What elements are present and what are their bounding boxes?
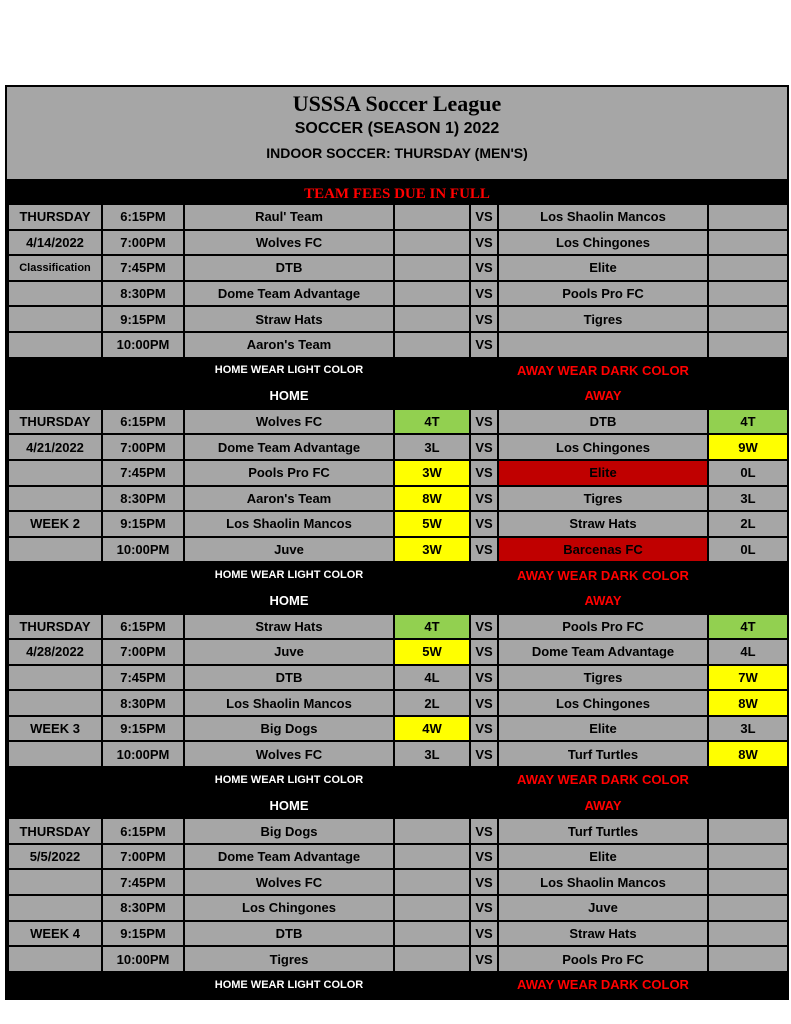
wear-band: [8, 562, 788, 588]
home-team: Dome Team Advantage: [184, 434, 394, 460]
game-time: 7:45PM: [102, 255, 184, 281]
band-spacer: [394, 588, 470, 614]
away-team: Tigres: [498, 665, 708, 691]
game-row: [8, 409, 788, 435]
away-score: [708, 844, 788, 870]
home-label: HOME: [184, 793, 394, 819]
game-time: 7:45PM: [102, 869, 184, 895]
league-header: [7, 87, 787, 181]
division-subtitle: INDOOR SOCCER: THURSDAY (MEN'S): [266, 145, 528, 161]
home-team: Juve: [184, 639, 394, 665]
home-team: Dome Team Advantage: [184, 844, 394, 870]
home-away-band: [8, 588, 788, 614]
home-score: 4L: [394, 665, 470, 691]
band-spacer: [8, 358, 102, 384]
band-spacer: [394, 383, 470, 409]
band-spacer: [394, 562, 470, 588]
vs-label: VS: [470, 716, 498, 742]
home-team: Los Chingones: [184, 895, 394, 921]
band-spacer: [470, 767, 498, 793]
home-team: Juve: [184, 537, 394, 563]
away-score: [708, 921, 788, 947]
home-score: 5W: [394, 511, 470, 537]
game-time: 6:15PM: [102, 818, 184, 844]
away-score: [708, 255, 788, 281]
home-team: Aaron's Team: [184, 486, 394, 512]
week-label: WEEK 3: [8, 716, 102, 742]
day-cell: [8, 306, 102, 332]
game-row: [8, 255, 788, 281]
game-time: 9:15PM: [102, 511, 184, 537]
away-team: Los Shaolin Mancos: [498, 204, 708, 230]
season-subtitle: SOCCER (SEASON 1) 2022: [294, 120, 500, 137]
day-cell: [8, 690, 102, 716]
home-score: [394, 230, 470, 256]
away-score: 8W: [708, 741, 788, 767]
away-wear-note: AWAY WEAR DARK COLOR: [498, 358, 708, 384]
home-team: Los Shaolin Mancos: [184, 690, 394, 716]
vs-label: VS: [470, 665, 498, 691]
band-spacer: [708, 358, 788, 384]
home-score: 3W: [394, 460, 470, 486]
home-score: [394, 844, 470, 870]
home-score: 5W: [394, 639, 470, 665]
game-time: 7:00PM: [102, 434, 184, 460]
home-score: [394, 204, 470, 230]
day-cell: [8, 332, 102, 358]
band-spacer: [394, 793, 470, 819]
band-spacer: [708, 972, 788, 998]
week-date: 5/5/2022: [8, 844, 102, 870]
home-score: 4W: [394, 716, 470, 742]
away-score: 3L: [708, 716, 788, 742]
away-team: Juve: [498, 895, 708, 921]
day-cell: [8, 486, 102, 512]
game-row: [8, 869, 788, 895]
game-row: [8, 716, 788, 742]
home-team: Straw Hats: [184, 306, 394, 332]
away-wear-note: AWAY WEAR DARK COLOR: [498, 972, 708, 998]
vs-label: VS: [470, 895, 498, 921]
away-score: [708, 332, 788, 358]
day-cell: [8, 460, 102, 486]
home-score: [394, 332, 470, 358]
game-row: [8, 946, 788, 972]
band-spacer: [708, 383, 788, 409]
band-spacer: [102, 588, 184, 614]
home-wear-note: HOME WEAR LIGHT COLOR: [184, 972, 394, 998]
game-row: [8, 665, 788, 691]
home-team: Tigres: [184, 946, 394, 972]
band-spacer: [394, 972, 470, 998]
home-label: HOME: [184, 383, 394, 409]
vs-label: VS: [470, 639, 498, 665]
week-day: THURSDAY: [8, 614, 102, 640]
away-team: DTB: [498, 409, 708, 435]
home-score: 3W: [394, 537, 470, 563]
away-score: [708, 230, 788, 256]
band-spacer: [470, 793, 498, 819]
game-row: [8, 537, 788, 563]
vs-label: VS: [470, 946, 498, 972]
away-team: Straw Hats: [498, 921, 708, 947]
away-score: [708, 869, 788, 895]
away-team: Tigres: [498, 306, 708, 332]
home-wear-note: HOME WEAR LIGHT COLOR: [184, 358, 394, 384]
away-label: AWAY: [498, 588, 708, 614]
game-time: 10:00PM: [102, 537, 184, 563]
home-team: Raul' Team: [184, 204, 394, 230]
away-team: Turf Turtles: [498, 741, 708, 767]
game-time: 7:00PM: [102, 230, 184, 256]
day-cell: [8, 665, 102, 691]
vs-label: VS: [470, 869, 498, 895]
band-spacer: [102, 358, 184, 384]
wear-band: [8, 358, 788, 384]
away-team: Elite: [498, 255, 708, 281]
vs-label: VS: [470, 741, 498, 767]
vs-label: VS: [470, 460, 498, 486]
vs-label: VS: [470, 281, 498, 307]
home-score: [394, 946, 470, 972]
away-score: 0L: [708, 460, 788, 486]
band-spacer: [470, 562, 498, 588]
home-score: [394, 255, 470, 281]
vs-label: VS: [470, 332, 498, 358]
home-score: [394, 921, 470, 947]
band-spacer: [394, 767, 470, 793]
away-team: Los Chingones: [498, 690, 708, 716]
away-team: Straw Hats: [498, 511, 708, 537]
away-team: Elite: [498, 460, 708, 486]
game-time: 9:15PM: [102, 921, 184, 947]
game-time: 9:15PM: [102, 716, 184, 742]
home-score: 4T: [394, 614, 470, 640]
band-spacer: [8, 972, 102, 998]
week-label: WEEK 2: [8, 511, 102, 537]
vs-label: VS: [470, 204, 498, 230]
home-score: [394, 281, 470, 307]
home-score: [394, 895, 470, 921]
day-cell: [8, 895, 102, 921]
away-wear-note: AWAY WEAR DARK COLOR: [498, 767, 708, 793]
game-row: [8, 434, 788, 460]
away-team: Elite: [498, 716, 708, 742]
away-score: 0L: [708, 537, 788, 563]
game-time: 8:30PM: [102, 281, 184, 307]
away-team: Turf Turtles: [498, 818, 708, 844]
vs-label: VS: [470, 921, 498, 947]
away-team: Pools Pro FC: [498, 946, 708, 972]
game-row: [8, 281, 788, 307]
game-time: 10:00PM: [102, 741, 184, 767]
game-row: [8, 306, 788, 332]
home-wear-note: HOME WEAR LIGHT COLOR: [184, 562, 394, 588]
vs-label: VS: [470, 306, 498, 332]
away-team: Pools Pro FC: [498, 281, 708, 307]
game-time: 9:15PM: [102, 306, 184, 332]
schedule-table: [7, 203, 789, 998]
game-row: [8, 614, 788, 640]
away-score: [708, 946, 788, 972]
home-team: Big Dogs: [184, 716, 394, 742]
vs-label: VS: [470, 511, 498, 537]
game-time: 8:30PM: [102, 895, 184, 921]
band-spacer: [8, 793, 102, 819]
game-row: [8, 204, 788, 230]
game-row: [8, 486, 788, 512]
game-row: [8, 921, 788, 947]
game-row: [8, 741, 788, 767]
day-cell: [8, 741, 102, 767]
game-row: [8, 690, 788, 716]
band-spacer: [708, 588, 788, 614]
week-date: 4/28/2022: [8, 639, 102, 665]
vs-label: VS: [470, 537, 498, 563]
week-day: THURSDAY: [8, 818, 102, 844]
vs-label: VS: [470, 818, 498, 844]
home-team: Wolves FC: [184, 409, 394, 435]
home-team: Dome Team Advantage: [184, 281, 394, 307]
day-cell: [8, 869, 102, 895]
game-row: [8, 332, 788, 358]
away-team: Los Chingones: [498, 230, 708, 256]
game-time: 6:15PM: [102, 614, 184, 640]
home-team: Straw Hats: [184, 614, 394, 640]
band-spacer: [470, 972, 498, 998]
game-row: [8, 639, 788, 665]
away-team: [498, 332, 708, 358]
band-spacer: [394, 358, 470, 384]
vs-label: VS: [470, 230, 498, 256]
vs-label: VS: [470, 844, 498, 870]
home-team: DTB: [184, 665, 394, 691]
week-label: WEEK 4: [8, 921, 102, 947]
home-team: Big Dogs: [184, 818, 394, 844]
band-spacer: [102, 767, 184, 793]
week-date: 4/14/2022: [8, 230, 102, 256]
home-team: Wolves FC: [184, 869, 394, 895]
game-time: 10:00PM: [102, 332, 184, 358]
away-team: Los Shaolin Mancos: [498, 869, 708, 895]
home-away-band: [8, 793, 788, 819]
away-score: 2L: [708, 511, 788, 537]
home-score: [394, 306, 470, 332]
away-team: Barcenas FC: [498, 537, 708, 563]
away-score: 4T: [708, 409, 788, 435]
away-score: 8W: [708, 690, 788, 716]
band-spacer: [470, 358, 498, 384]
band-spacer: [708, 562, 788, 588]
game-time: 6:15PM: [102, 409, 184, 435]
away-score: [708, 895, 788, 921]
band-spacer: [8, 383, 102, 409]
away-score: 7W: [708, 665, 788, 691]
schedule-sheet: [5, 85, 789, 1000]
away-score: 4L: [708, 639, 788, 665]
band-spacer: [102, 972, 184, 998]
game-time: 10:00PM: [102, 946, 184, 972]
away-team: Los Chingones: [498, 434, 708, 460]
away-label: AWAY: [498, 383, 708, 409]
home-score: 3L: [394, 434, 470, 460]
vs-label: VS: [470, 409, 498, 435]
away-wear-note: AWAY WEAR DARK COLOR: [498, 562, 708, 588]
day-cell: [8, 946, 102, 972]
band-spacer: [470, 383, 498, 409]
home-team: Pools Pro FC: [184, 460, 394, 486]
vs-label: VS: [470, 255, 498, 281]
league-title: USSSA Soccer League: [292, 91, 502, 116]
game-row: [8, 230, 788, 256]
vs-label: VS: [470, 486, 498, 512]
game-row: [8, 895, 788, 921]
band-spacer: [102, 562, 184, 588]
wear-band: [8, 972, 788, 998]
week-label: Classification: [8, 255, 102, 281]
band-spacer: [102, 383, 184, 409]
away-score: [708, 306, 788, 332]
band-spacer: [8, 588, 102, 614]
home-team: DTB: [184, 921, 394, 947]
home-team: Wolves FC: [184, 741, 394, 767]
home-wear-note: HOME WEAR LIGHT COLOR: [184, 767, 394, 793]
week-date: 4/21/2022: [8, 434, 102, 460]
away-score: 3L: [708, 486, 788, 512]
game-row: [8, 844, 788, 870]
band-spacer: [470, 588, 498, 614]
away-score: [708, 818, 788, 844]
game-time: 7:00PM: [102, 639, 184, 665]
game-row: [8, 818, 788, 844]
home-team: Aaron's Team: [184, 332, 394, 358]
game-row: [8, 460, 788, 486]
away-team: Pools Pro FC: [498, 614, 708, 640]
band-spacer: [708, 793, 788, 819]
away-team: Tigres: [498, 486, 708, 512]
home-team: DTB: [184, 255, 394, 281]
vs-label: VS: [470, 690, 498, 716]
band-spacer: [8, 562, 102, 588]
vs-label: VS: [470, 614, 498, 640]
week-day: THURSDAY: [8, 204, 102, 230]
day-cell: [8, 281, 102, 307]
away-team: Dome Team Advantage: [498, 639, 708, 665]
fees-notice: TEAM FEES DUE IN FULL: [7, 181, 787, 203]
week-day: THURSDAY: [8, 409, 102, 435]
home-score: 8W: [394, 486, 470, 512]
away-score: [708, 281, 788, 307]
game-time: 6:15PM: [102, 204, 184, 230]
home-away-band: [8, 383, 788, 409]
home-label: HOME: [184, 588, 394, 614]
game-time: 7:45PM: [102, 460, 184, 486]
home-team: Wolves FC: [184, 230, 394, 256]
away-team: Elite: [498, 844, 708, 870]
home-score: 4T: [394, 409, 470, 435]
vs-label: VS: [470, 434, 498, 460]
away-score: [708, 204, 788, 230]
day-cell: [8, 537, 102, 563]
band-spacer: [708, 767, 788, 793]
away-label: AWAY: [498, 793, 708, 819]
away-score: 9W: [708, 434, 788, 460]
game-time: 8:30PM: [102, 690, 184, 716]
away-score: 4T: [708, 614, 788, 640]
home-score: [394, 869, 470, 895]
band-spacer: [8, 767, 102, 793]
game-time: 7:45PM: [102, 665, 184, 691]
home-score: 3L: [394, 741, 470, 767]
home-team: Los Shaolin Mancos: [184, 511, 394, 537]
home-score: [394, 818, 470, 844]
home-score: 2L: [394, 690, 470, 716]
game-time: 8:30PM: [102, 486, 184, 512]
band-spacer: [102, 793, 184, 819]
wear-band: [8, 767, 788, 793]
game-time: 7:00PM: [102, 844, 184, 870]
game-row: [8, 511, 788, 537]
